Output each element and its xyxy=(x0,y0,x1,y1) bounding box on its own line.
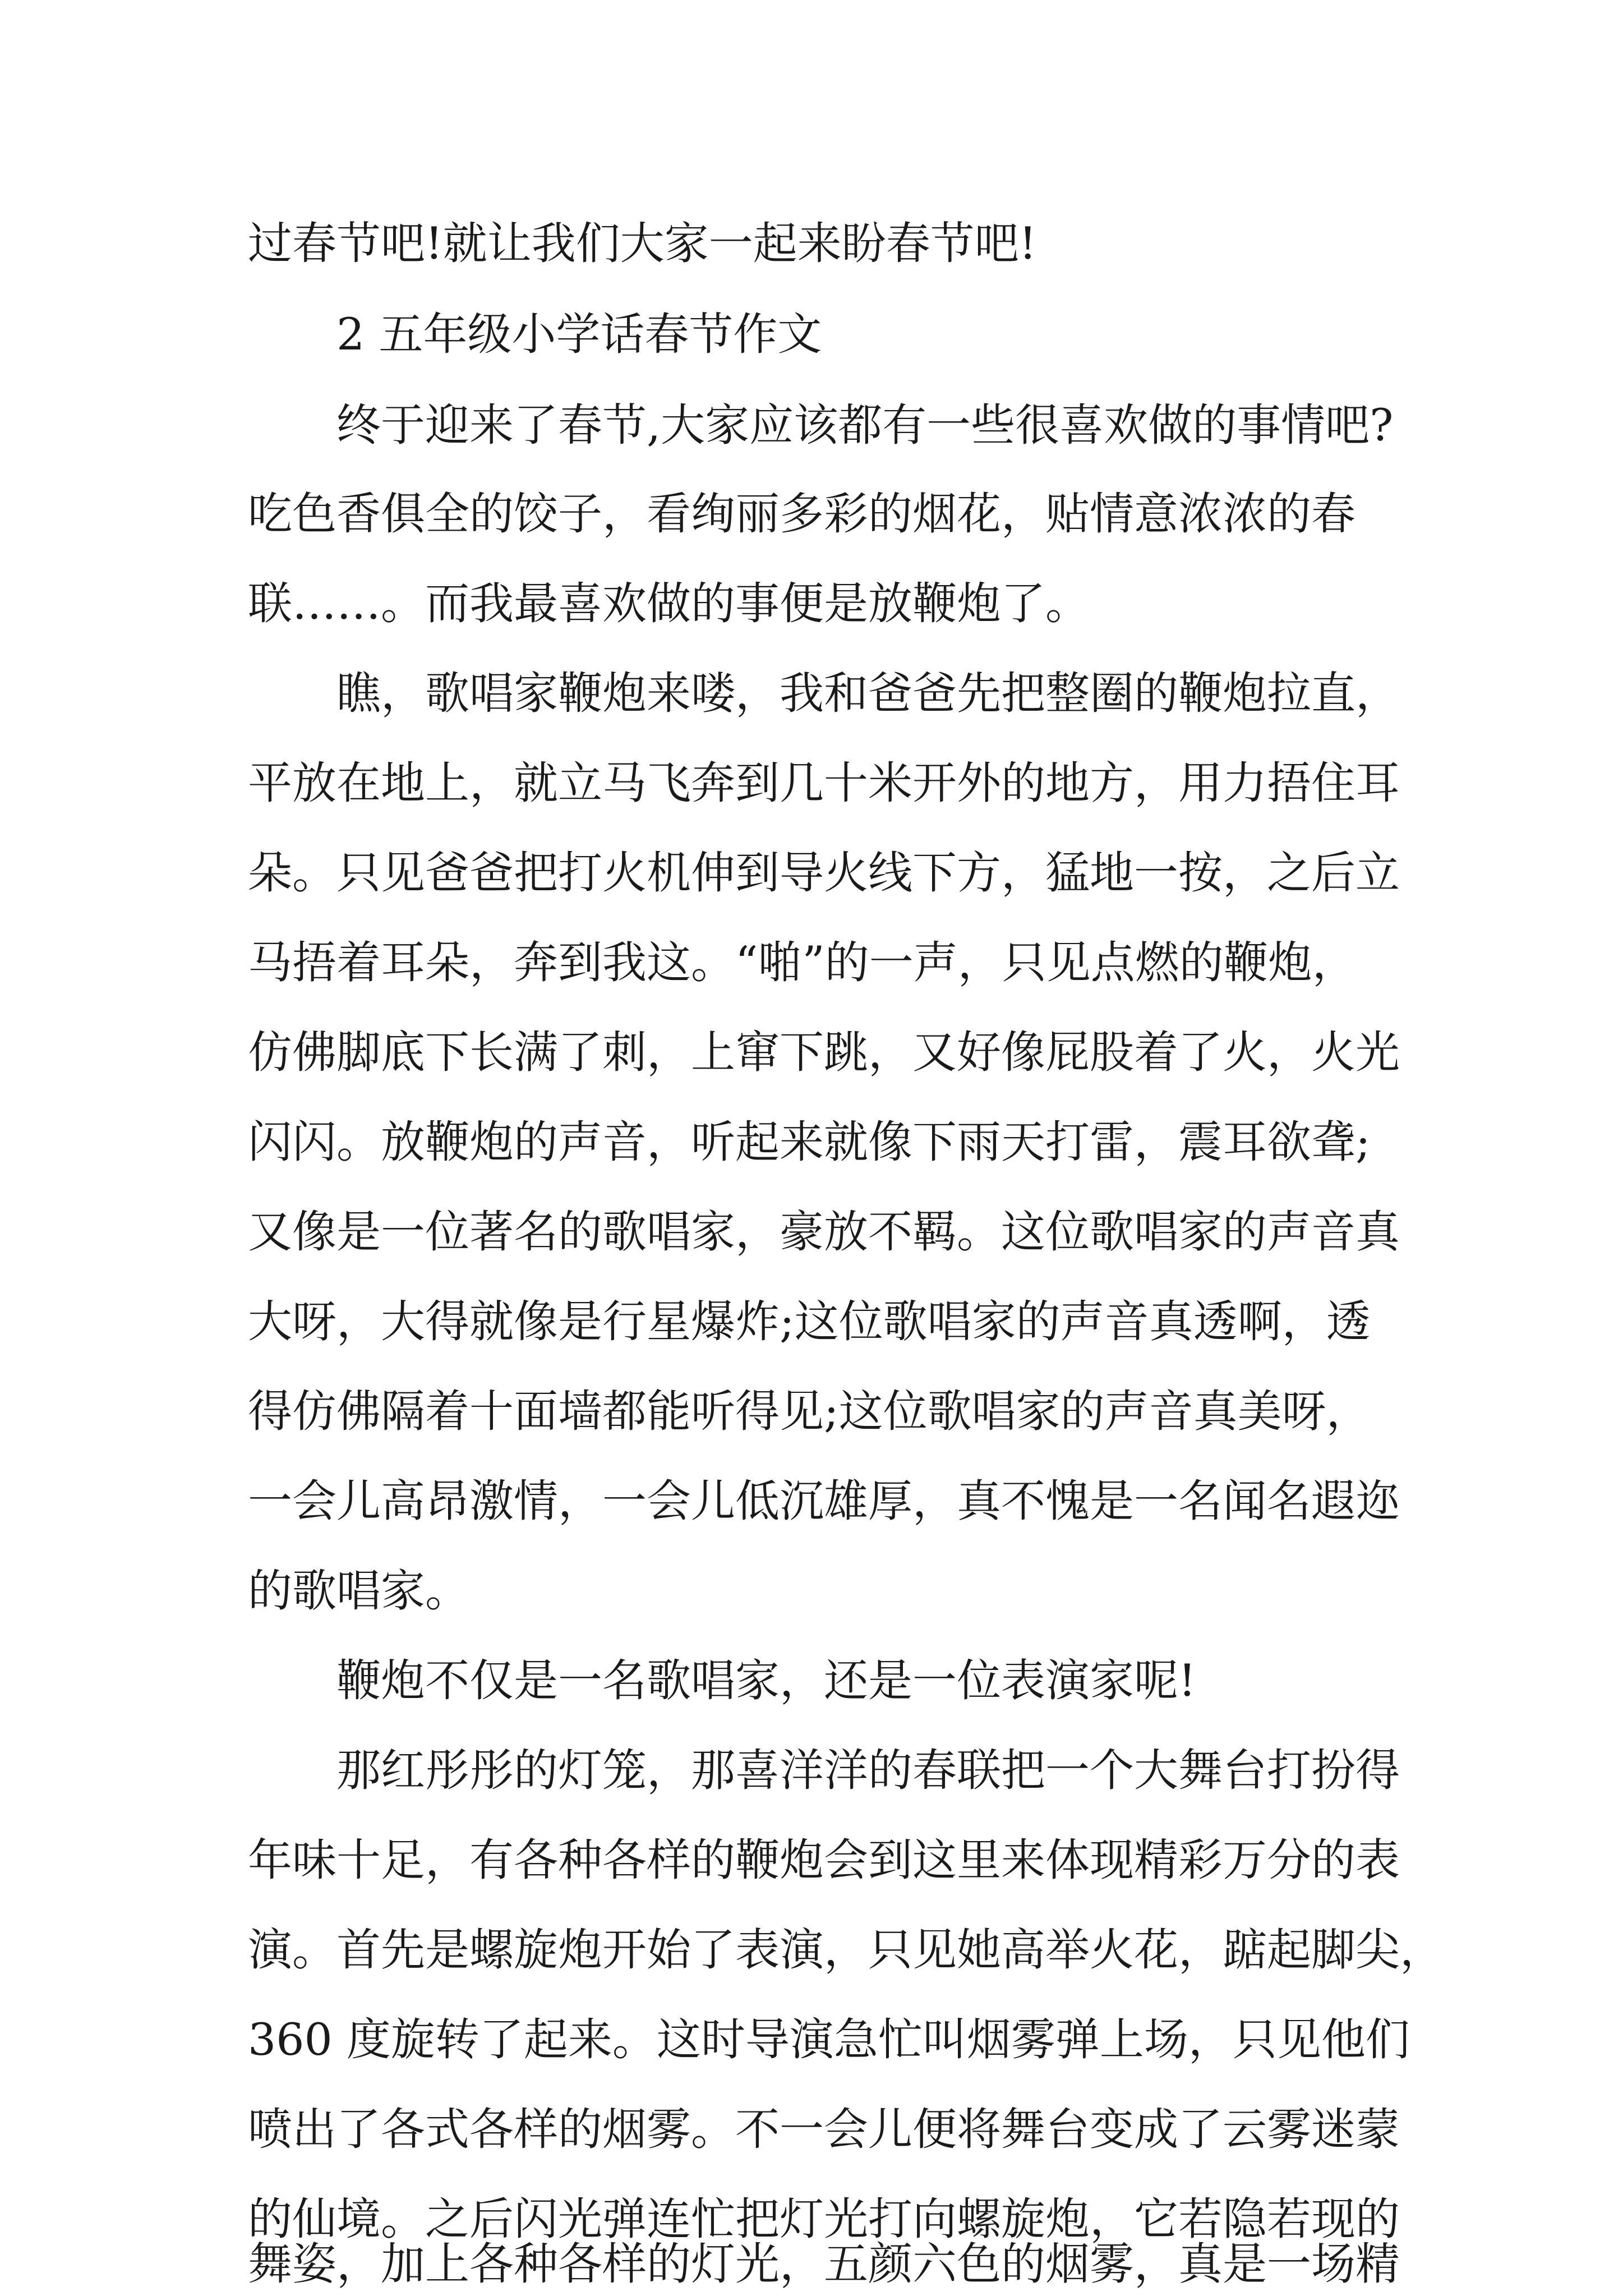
text-line: 舞姿，加上各种各样的灯光，五颜六色的烟雾，真是一场精 xyxy=(248,2238,1400,2290)
text-line: 鞭炮不仅是一名歌唱家，还是一位表演家呢! xyxy=(336,1655,1196,1706)
text-line: 360 度旋转了起来。这时导演急忙叫烟雾弹上场，只见他们 xyxy=(248,2014,1410,2065)
text-line: 大呀，大得就像是行星爆炸;这位歌唱家的声音真透啊，透 xyxy=(248,1296,1371,1347)
text-line: 那红彤彤的灯笼，那喜洋洋的春联把一个大舞台打扮得 xyxy=(336,1745,1400,1796)
text-line: 朵。只见爸爸把打火机伸到导火线下方，猛地一按，之后立 xyxy=(248,847,1400,899)
text-line: 瞧，歌唱家鞭炮来喽，我和爸爸先把整圈的鞭炮拉直， xyxy=(336,668,1400,719)
section-heading: 2 五年级小学话春节作文 xyxy=(336,309,822,360)
text-line: 喷出了各式各样的烟雾。不一会儿便将舞台变成了云雾迷蒙 xyxy=(248,2104,1400,2155)
text-line: 仿佛脚底下长满了刺，上窜下跳，又好像屁股着了火，火光 xyxy=(248,1027,1400,1078)
text-line: 的歌唱家。 xyxy=(248,1565,469,1617)
text-line: 一会儿高昂激情，一会儿低沉雄厚，真不愧是一名闻名遐迩 xyxy=(248,1475,1400,1527)
text-line: 的仙境。之后闪光弹连忙把灯光打向螺旋炮，它若隐若现的 xyxy=(248,2193,1400,2245)
text-line: 终于迎来了春节,大家应该都有一些很喜欢做的事情吧? xyxy=(336,399,1394,451)
text-line: 联……。而我最喜欢做的事便是放鞭炮了。 xyxy=(248,578,1090,629)
text-line: 吃色香俱全的饺子，看绚丽多彩的烟花，贴情意浓浓的春 xyxy=(248,488,1355,540)
text-line: 马捂着耳朵，奔到我这。“啪”的一声，只见点燃的鞭炮， xyxy=(248,937,1357,988)
text-line: 又像是一位著名的歌唱家，豪放不羁。这位歌唱家的声音真 xyxy=(248,1206,1400,1258)
text-line: 年味十足，有各种各样的鞭炮会到这里来体现精彩万分的表 xyxy=(248,1834,1400,1886)
text-line: 得仿佛隔着十面墙都能听得见;这位歌唱家的声音真美呀， xyxy=(248,1386,1371,1437)
text-line: 闪闪。放鞭炮的声音，听起来就像下雨天打雷，震耳欲聋; xyxy=(248,1116,1371,1168)
text-line: 平放在地上，就立马飞奔到几十米开外的地方，用力捂住耳 xyxy=(248,757,1400,809)
text-line: 演。首先是螺旋炮开始了表演，只见她高举火花，踮起脚尖， xyxy=(248,1924,1444,1976)
text-line: 过春节吧!就让我们大家一起来盼春节吧! xyxy=(248,218,1037,269)
